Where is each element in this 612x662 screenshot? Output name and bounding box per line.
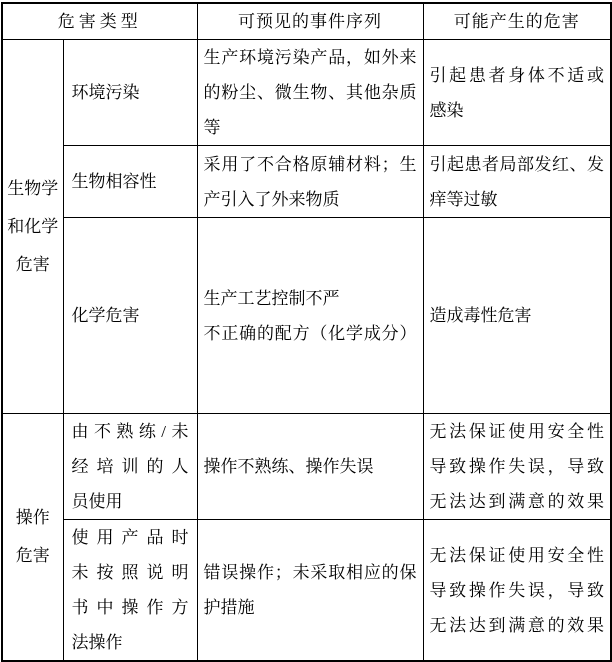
group-label-line: 操作 xyxy=(15,508,50,527)
cell-events-biocompatibility xyxy=(197,146,423,218)
event-text-line: 采用了不合格原辅材料；生 xyxy=(203,154,417,174)
cell-hazard-biocompatibility xyxy=(63,146,197,218)
table-row-wrong-operation xyxy=(2,520,611,662)
hazard-label-line: 员使用 xyxy=(71,492,123,511)
hazard-label-line: 法操作 xyxy=(71,633,123,652)
header-cell-possible-harm xyxy=(423,3,611,40)
header-cell-hazard-type xyxy=(2,3,197,40)
cell-harm-biocompatibility xyxy=(423,146,611,218)
event-text-line: 生产工艺控制不严 xyxy=(203,288,340,308)
harm-text-line: 无法达到满意的效果 xyxy=(429,615,604,635)
hazard-label-line: 使用产品时 xyxy=(71,528,189,547)
event-text-line: 不正确的配方（化学成分） xyxy=(203,323,417,343)
hazard-label: 环境污染 xyxy=(71,83,140,102)
hazard-label: 化学危害 xyxy=(71,306,140,325)
harm-text-line: 无法保证使用安全性 xyxy=(429,422,604,441)
cell-harm-wrong-operation xyxy=(423,520,611,662)
cell-hazard-wrong-operation xyxy=(63,520,197,662)
harm-text-line: 导致操作失误，导致 xyxy=(429,580,604,600)
event-text-line: 等 xyxy=(203,118,221,137)
hazard-label-line: 书中操作方 xyxy=(71,598,189,617)
cell-events-chemical xyxy=(197,218,423,414)
group-label-line: 危害 xyxy=(15,254,50,274)
header-hazard-type-label: 危害类型 xyxy=(57,12,142,31)
harm-text-line: 无法保证使用安全性 xyxy=(429,545,604,565)
event-text-line: 操作不熟练、操作失误 xyxy=(203,457,374,476)
cell-events-env-pollution xyxy=(197,40,423,146)
header-event-sequence-label: 可预见的事件序列 xyxy=(238,12,382,31)
table-row-env-pollution xyxy=(2,40,611,146)
hazard-label-line: 未按照说明 xyxy=(71,563,189,582)
harm-text-line: 导致操作失误，导致 xyxy=(429,457,604,476)
row-group-bio-chem-hazard xyxy=(2,40,63,414)
cell-harm-untrained-user xyxy=(423,414,611,520)
event-text-line: 生产环境污染产品，如外来 xyxy=(203,48,417,67)
hazard-label: 生物相容性 xyxy=(71,172,157,191)
table-row-biocompatibility xyxy=(2,146,611,218)
harm-text-line: 痒等过敏 xyxy=(429,189,498,209)
table-header-row xyxy=(2,3,611,40)
hazard-label-line: 经培训的人 xyxy=(71,457,189,476)
hazard-analysis-table xyxy=(1,2,612,662)
group-label-line: 和化学 xyxy=(7,216,59,236)
event-text-line: 产引入了外来物质 xyxy=(203,189,340,209)
header-cell-event-sequence xyxy=(197,3,423,40)
group-label-line: 危害 xyxy=(15,546,50,565)
cell-hazard-chemical xyxy=(63,218,197,414)
cell-hazard-untrained-user xyxy=(63,414,197,520)
harm-text-line: 感染 xyxy=(429,100,464,120)
harm-text-line: 无法达到满意的效果 xyxy=(429,492,604,511)
cell-events-wrong-operation xyxy=(197,520,423,662)
cell-harm-chemical xyxy=(423,218,611,414)
harm-text-line: 引起患者身体不适或 xyxy=(429,65,604,85)
group-label-line: 生物学 xyxy=(7,178,59,198)
cell-hazard-env-pollution xyxy=(63,40,197,146)
cell-harm-env-pollution xyxy=(423,40,611,146)
event-text-line: 护措施 xyxy=(203,598,255,617)
hazard-label-line: 由不熟练/未 xyxy=(71,422,189,441)
table-row-untrained-user xyxy=(2,414,611,520)
table-row-chemical-hazard xyxy=(2,218,611,414)
cell-events-untrained-user xyxy=(197,414,423,520)
harm-text-line: 造成毒性危害 xyxy=(429,306,532,325)
header-possible-harm-label: 可能产生的危害 xyxy=(453,12,580,31)
event-text-line: 错误操作；未采取相应的保 xyxy=(203,563,417,582)
row-group-operation-hazard xyxy=(2,414,63,662)
harm-text-line: 引起患者局部发红、发 xyxy=(429,154,604,174)
event-text-line: 的粉尘、微生物、其他杂质 xyxy=(203,83,417,102)
